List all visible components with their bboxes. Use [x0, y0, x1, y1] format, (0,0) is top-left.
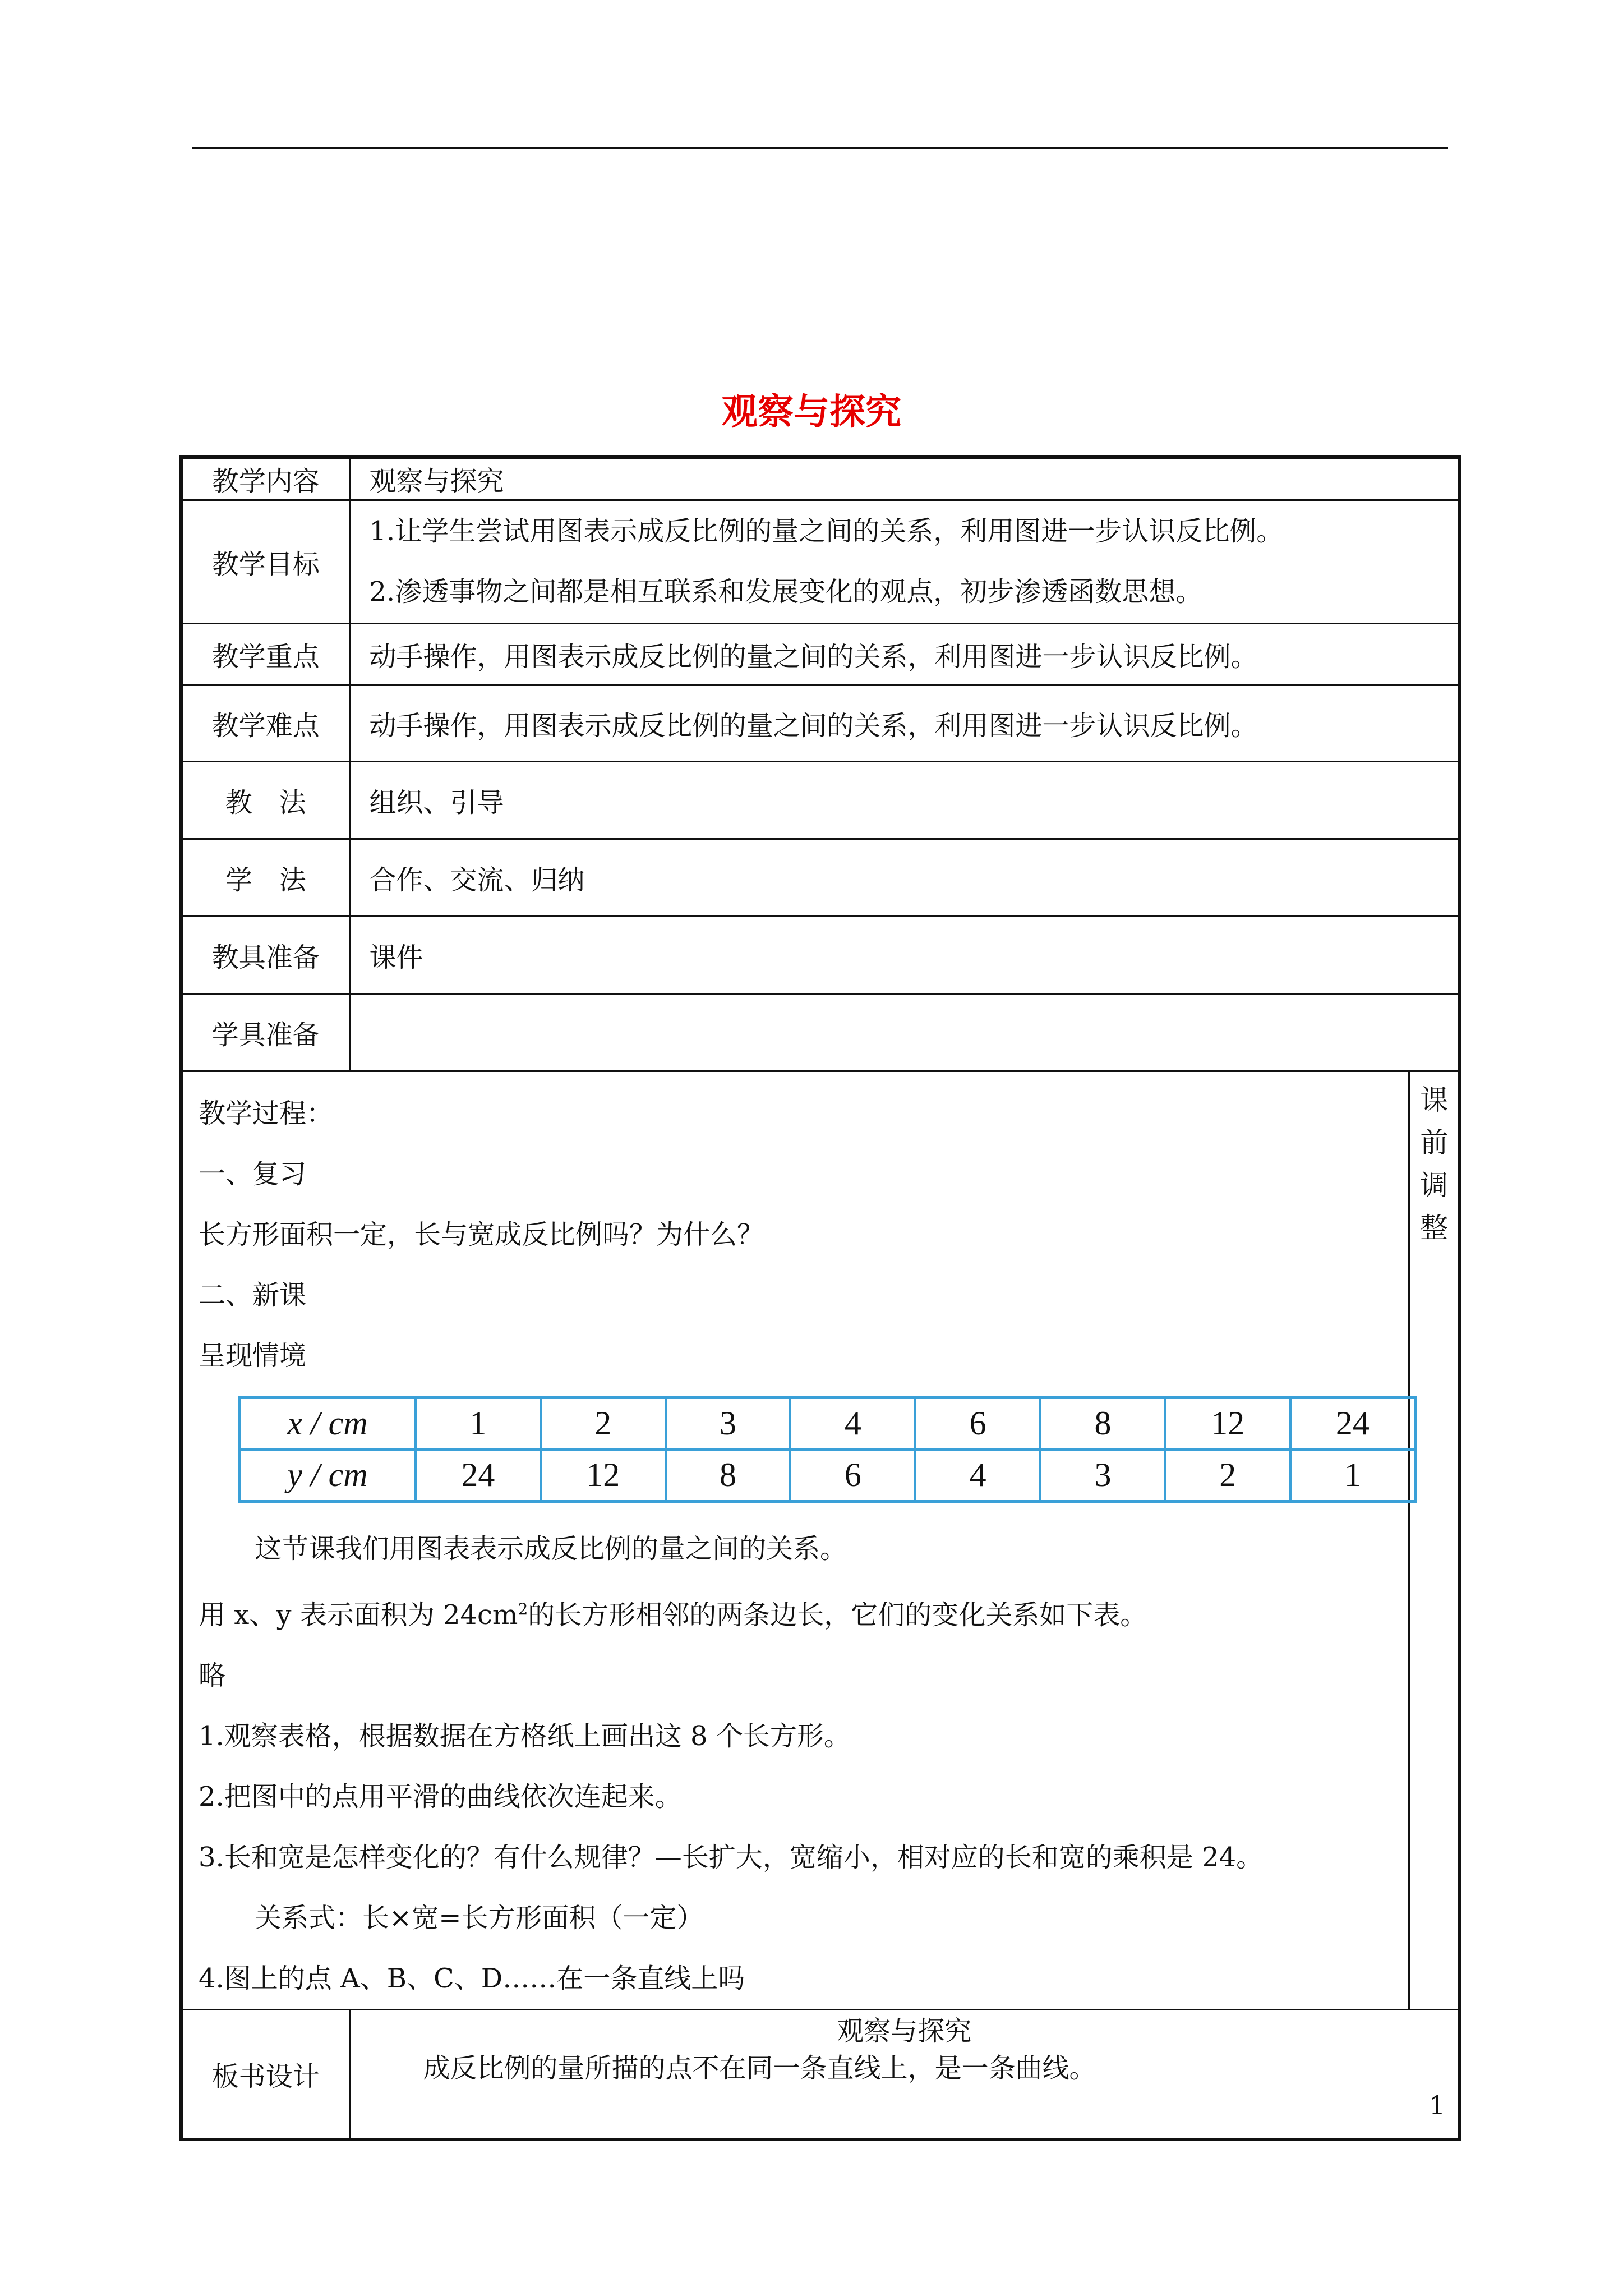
description-text: 用 x、y 表示面积为 $24cm^2$的长方形相邻的两条边长，它们的变化关系如下表。 [199, 1599, 1147, 1631]
xy-data-table [238, 1396, 1417, 1503]
side-note-char: 课 [1420, 1083, 1449, 1116]
x-row [239, 1397, 1415, 1450]
side-note-char: 调 [1420, 1168, 1449, 1202]
method-value: 组织、引导 [349, 761, 1460, 839]
difficulty-value: 动手操作，用图表示成反比例的量之间的关系，利用图进一步认识反比例。 [349, 685, 1460, 761]
method-label: 教 法 [181, 761, 349, 839]
board-label: 板书设计 [181, 2009, 349, 2139]
new-lesson-heading: 二、新课 [199, 1279, 307, 1311]
side-note-char: 整 [1420, 1211, 1449, 1244]
difficulty-label: 教学难点 [181, 685, 349, 761]
row-learning [181, 839, 1460, 916]
row-goals [181, 500, 1460, 623]
x-cell: 2 [541, 1397, 666, 1450]
intro-text: 这节课我们用图表表示成反比例的量之间的关系。 [255, 1533, 847, 1565]
learning-value: 合作、交流、归纳 [349, 839, 1460, 916]
student-tools-label: 学具准备 [181, 993, 349, 1071]
process-cell [181, 1071, 1409, 2009]
row-student-tools [181, 993, 1460, 1071]
goal-item: 1.让学生尝试用图表示成反比例的量之间的关系，利用图进一步认识反比例。 [369, 516, 1284, 547]
row-key [181, 623, 1460, 685]
row-method [181, 761, 1460, 839]
goals-value [349, 500, 1460, 623]
process-heading: 教学过程： [199, 1097, 334, 1129]
y-cell: 24 [416, 1450, 541, 1502]
step-1: 1.观察表格，根据数据在方格纸上画出这 8 个长方形。 [199, 1720, 851, 1752]
content-value: 观察与探究 [349, 457, 1460, 500]
y-cell: 1 [1290, 1450, 1415, 1502]
x-cell: 1 [416, 1397, 541, 1450]
row-tools [181, 916, 1460, 993]
header-rule [192, 147, 1448, 149]
y-row [239, 1450, 1415, 1502]
y-cell: 6 [790, 1450, 915, 1502]
y-cell: 3 [1040, 1450, 1165, 1502]
page-number: 1 [1429, 2090, 1446, 2120]
row-board [181, 2009, 1460, 2139]
y-cell: 4 [915, 1450, 1040, 1502]
formula: 关系式：长×宽=长方形面积（一定） [255, 1902, 704, 1934]
x-cell: 24 [1290, 1397, 1415, 1450]
page-title: 观察与探究 [722, 392, 901, 433]
learning-label: 学 法 [181, 839, 349, 916]
row-process [181, 1071, 1460, 2009]
tools-value: 课件 [349, 916, 1460, 993]
side-note-char: 前 [1420, 1126, 1449, 1159]
y-cell: 2 [1165, 1450, 1290, 1502]
row-difficulty [181, 685, 1460, 761]
x-cell: 6 [915, 1397, 1040, 1450]
tools-label: 教具准备 [181, 916, 349, 993]
x-cell: 8 [1040, 1397, 1165, 1450]
step-3: 3.长和宽是怎样变化的？有什么规律？—长扩大，宽缩小，相对应的长和宽的乘积是 24。 [199, 1841, 1264, 1873]
x-header: x / cm [239, 1397, 416, 1450]
goals-label: 教学目标 [181, 500, 349, 623]
row-content [181, 457, 1460, 500]
review-heading: 一、复习 [199, 1158, 307, 1190]
key-label: 教学重点 [181, 623, 349, 685]
content-label: 教学内容 [181, 457, 349, 500]
step-4: 4.图上的点 A、B、C、D……在一条直线上吗 [199, 1962, 745, 1994]
x-cell: 12 [1165, 1397, 1290, 1450]
goal-item: 2.渗透事物之间都是相互联系和发展变化的观点，初步渗透函数思想。 [369, 576, 1203, 608]
y-cell: 12 [541, 1450, 666, 1502]
y-header: y / cm [239, 1450, 416, 1502]
student-tools-value [349, 993, 1460, 1071]
side-note [1409, 1071, 1460, 2009]
step-2: 2.把图中的点用平滑的曲线依次连起来。 [199, 1780, 682, 1812]
x-cell: 4 [790, 1397, 915, 1450]
board-title: 观察与探究 [837, 2015, 972, 2047]
y-cell: 8 [666, 1450, 791, 1502]
scene-heading: 呈现情境 [199, 1340, 307, 1372]
key-value: 动手操作，用图表示成反比例的量之间的关系，利用图进一步认识反比例。 [349, 623, 1460, 685]
board-text: 成反比例的量所描的点不在同一条直线上，是一条曲线。 [423, 2052, 1096, 2084]
lesson-plan-table [179, 455, 1461, 2141]
omitted-note: 略 [199, 1659, 226, 1691]
review-question: 长方形面积一定，长与宽成反比例吗？为什么？ [199, 1218, 764, 1250]
x-cell: 3 [666, 1397, 791, 1450]
board-value [349, 2009, 1460, 2139]
